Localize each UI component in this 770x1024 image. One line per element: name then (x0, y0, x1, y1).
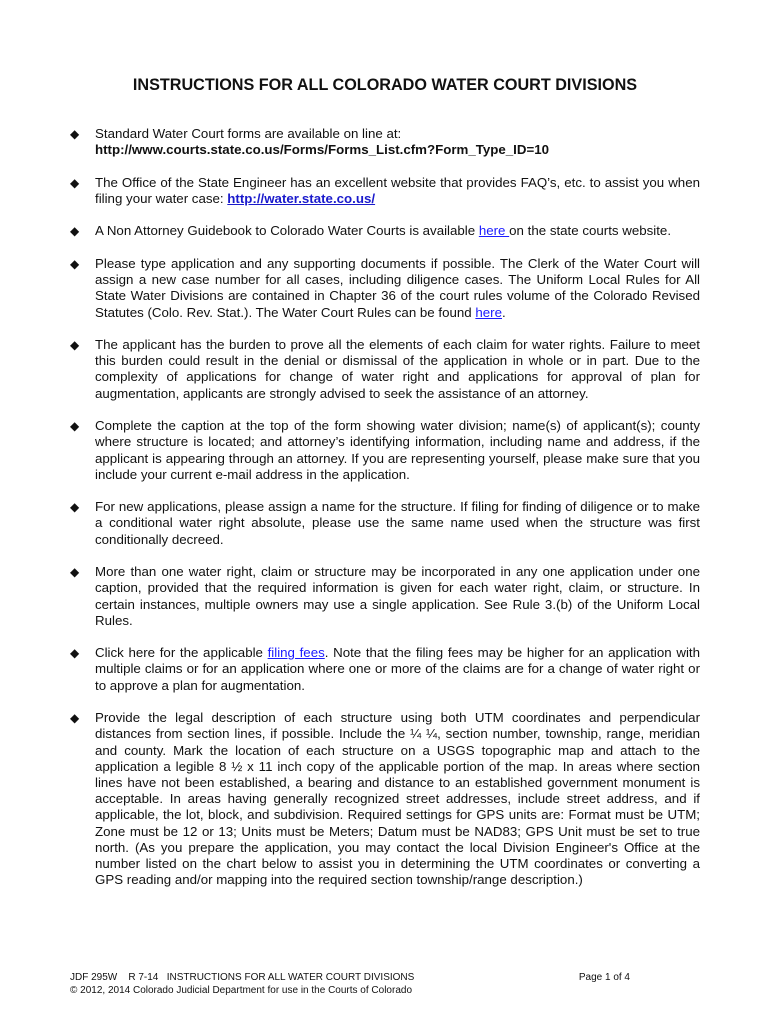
instruction-list (70, 126, 700, 905)
water-court-rules-here-link[interactable]: here (475, 304, 502, 320)
item-text-tail: on the state courts website. (509, 223, 672, 239)
item-text-tail: . Note that the filing fees may be higher for an application with multiple claims or for an application where one or more of the claims are for a change of water right or to approve a plan for augmentation. (95, 645, 700, 693)
item-text: Click here for the applicable (95, 645, 268, 661)
diamond-bullet-icon: ◆ (70, 224, 80, 239)
item-text: More than one water right, claim or structure may be incorporated in any one application under one caption, provided that the required information is given for each water right, claim, or structure. In certain instances, multiple owners may use a single application. See Rule 3.(b) of the Uniform Local Rules. (95, 564, 700, 628)
item-text: The applicant has the burden to prove all the elements of each claim for water rights. Failure to meet this burden could result in the denial or dismissal of the application in whole or in part. Due to the complexity of applications for change of water right and applications for approval of plan for augmentation, applicants are strongly advised to seek the assistance of an attorney. (95, 337, 700, 401)
item-text: Provide the legal description of each structure using both UTM coordinates and perpendicular distances from section lines, if possible. Include the ¼ ¼, section number, township, range, meridian and county. Mark the location of each structure on a USGS topographic map and attach to the application a legible 8 ½ x 11 inch copy of the applicable portion of the map. In areas where section lines have not been established, a bearing and distance to an established government monument is acceptable. In areas having generally recognized street addresses, include street address, and if applicable, the lot, block, and subdivision. Required settings for GPS units are: Format must be UTM; Zone must be 12 or 13; Units must be Meters; Datum must be NAD83; GPS Unit must be set to true north. (As you prepare the application, you may contact the local Division Engineer's Office at the number listed on the chart below to assist you in determining the UTM coordinates or converting a GPS reading and/or mapping into the required section township/range description.) (95, 710, 700, 888)
list-item (70, 175, 700, 207)
diamond-bullet-icon: ◆ (70, 127, 80, 141)
filing-fees-link[interactable]: filing fees (267, 645, 325, 661)
list-item (70, 645, 700, 694)
list-item (70, 418, 700, 483)
item-text: A Non Attorney Guidebook to Colorado Water Courts is available (95, 223, 479, 239)
page-footer (70, 971, 630, 997)
item-text-tail: . (502, 304, 506, 320)
item-text: For new applications, please assign a name for the structure. If filing for finding of diligence or to make a conditional water right absolute, please use the same name used when the structure was first conditionally decreed. (95, 499, 700, 547)
page-number: Page 1 of 4 (578, 972, 630, 983)
diamond-bullet-icon: ◆ (70, 338, 80, 353)
list-item (70, 710, 700, 888)
diamond-bullet-icon: ◆ (70, 256, 80, 271)
forms-url: http://www.courts.state.co.us/Forms/Forms_List.cfm?Form_Type_ID=10 (95, 142, 550, 158)
list-item (70, 223, 700, 239)
list-item (70, 499, 700, 548)
diamond-bullet-icon: ◆ (70, 646, 80, 661)
item-text: Standard Water Court forms are available on line at: (95, 126, 402, 141)
form-identifier: JDF 295W R 7-14 INSTRUCTIONS FOR ALL WATER COURT DIVISIONS (70, 972, 415, 983)
list-item (70, 564, 700, 629)
page-title: INSTRUCTIONS FOR ALL COLORADO WATER COURT DIVISIONS (132, 76, 638, 94)
guidebook-here-link[interactable]: here (478, 223, 510, 239)
list-item (70, 256, 700, 321)
state-engineer-link[interactable]: http://water.state.co.us/ (227, 190, 376, 206)
diamond-bullet-icon: ◆ (70, 500, 80, 515)
copyright-notice: © 2012, 2014 Colorado Judicial Department for use in the Courts of Colorado (70, 985, 413, 996)
list-item (70, 126, 700, 158)
diamond-bullet-icon: ◆ (70, 175, 80, 190)
item-text: Complete the caption at the top of the form showing water division; name(s) of applicant(s); county where structure is located; and attorney’s identifying information, including name and address, if the applicant is appearing through an attorney. If you are representing yourself, please make sure that you include your current e-mail address in the application. (95, 418, 700, 482)
diamond-bullet-icon: ◆ (70, 419, 80, 434)
item-text: The Office of the State Engineer has an excellent website that provides FAQ’s, etc. to assist you when filing your water case: (95, 174, 700, 206)
diamond-bullet-icon: ◆ (70, 711, 80, 726)
item-text: Please type application and any supporting documents if possible. The Clerk of the Water Court will assign a new case number for all cases, including diligence cases. The Uniform Local Rules for All State Water Divisions are contained in Chapter 36 of the court rules volume of the Colorado Revised Statutes (Colo. Rev. Stat.). The Water Court Rules can be found (95, 255, 700, 320)
diamond-bullet-icon: ◆ (70, 565, 80, 580)
list-item (70, 337, 700, 402)
